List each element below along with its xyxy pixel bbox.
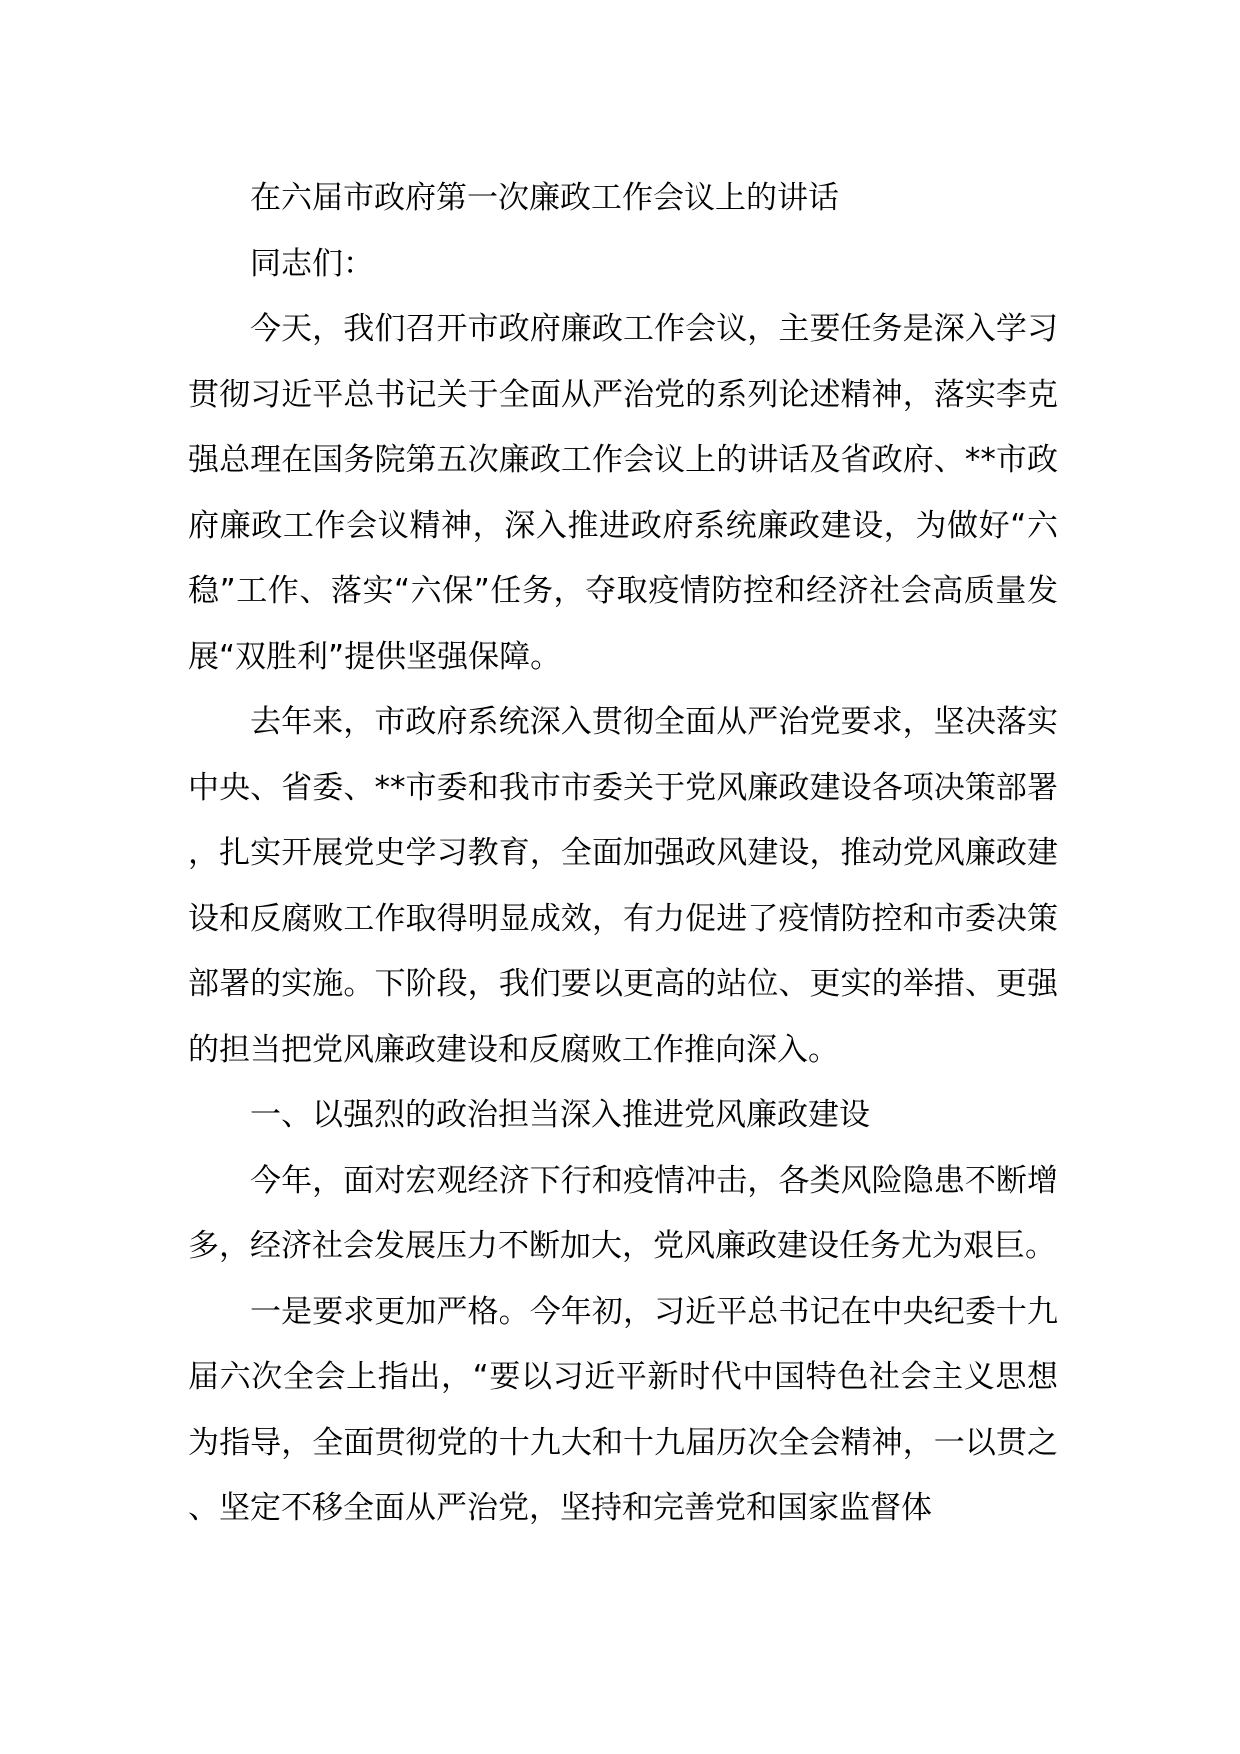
salutation: 同志们： bbox=[250, 245, 374, 282]
paragraph-situation: 今年，面对宏观经济下行和疫情冲击，各类风险隐患不断增多，经济社会发展压力不断加大，党风廉政建设任务尤为艰巨。 bbox=[188, 1162, 1058, 1264]
document-page bbox=[188, 166, 1058, 1542]
section-heading: 一、以强烈的政治担当深入推进党风廉政建设 bbox=[250, 1097, 870, 1133]
document-title: 在六届市政府第一次廉政工作会议上的讲话 bbox=[250, 180, 839, 216]
paragraph-opening: 今天，我们召开市政府廉政工作会议，主要任务是深入学习贯彻习近平总书记关于全面从严治党的系列论述精神，落实李克强总理在国务院第五次廉政工作会议上的讲话及省政府、**市政府廉政工作会议精神，深入推进政府系统廉政建设，为做好“六稳”工作、落实“六保”任务，夺取疫情防控和经济社会高质量发展“双胜利”提供坚强保障。 bbox=[188, 311, 1058, 675]
paragraph-requirements: 一是要求更加严格。今年初，习近平总书记在中央纪委十九届六次全会上指出，“要以习近平新时代中国特色社会主义思想为指导，全面贯彻党的十九大和十九届历次全会精神，一以贯之、坚定不移全面从严治党，坚持和完善党和国家监督体 bbox=[188, 1293, 1058, 1526]
paragraph-review: 去年来，市政府系统深入贯彻全面从严治党要求，坚决落实中央、省委、**市委和我市市委关于党风廉政建设各项决策部署，扎实开展党史学习教育，全面加强政风建设，推动党风廉政建设和反腐败工作取得明显成效，有力促进了疫情防控和市委决策部署的实施。下阶段，我们要以更高的站位、更实的举措、更强的担当把党风廉政建设和反腐败工作推向深入。 bbox=[188, 704, 1058, 1068]
